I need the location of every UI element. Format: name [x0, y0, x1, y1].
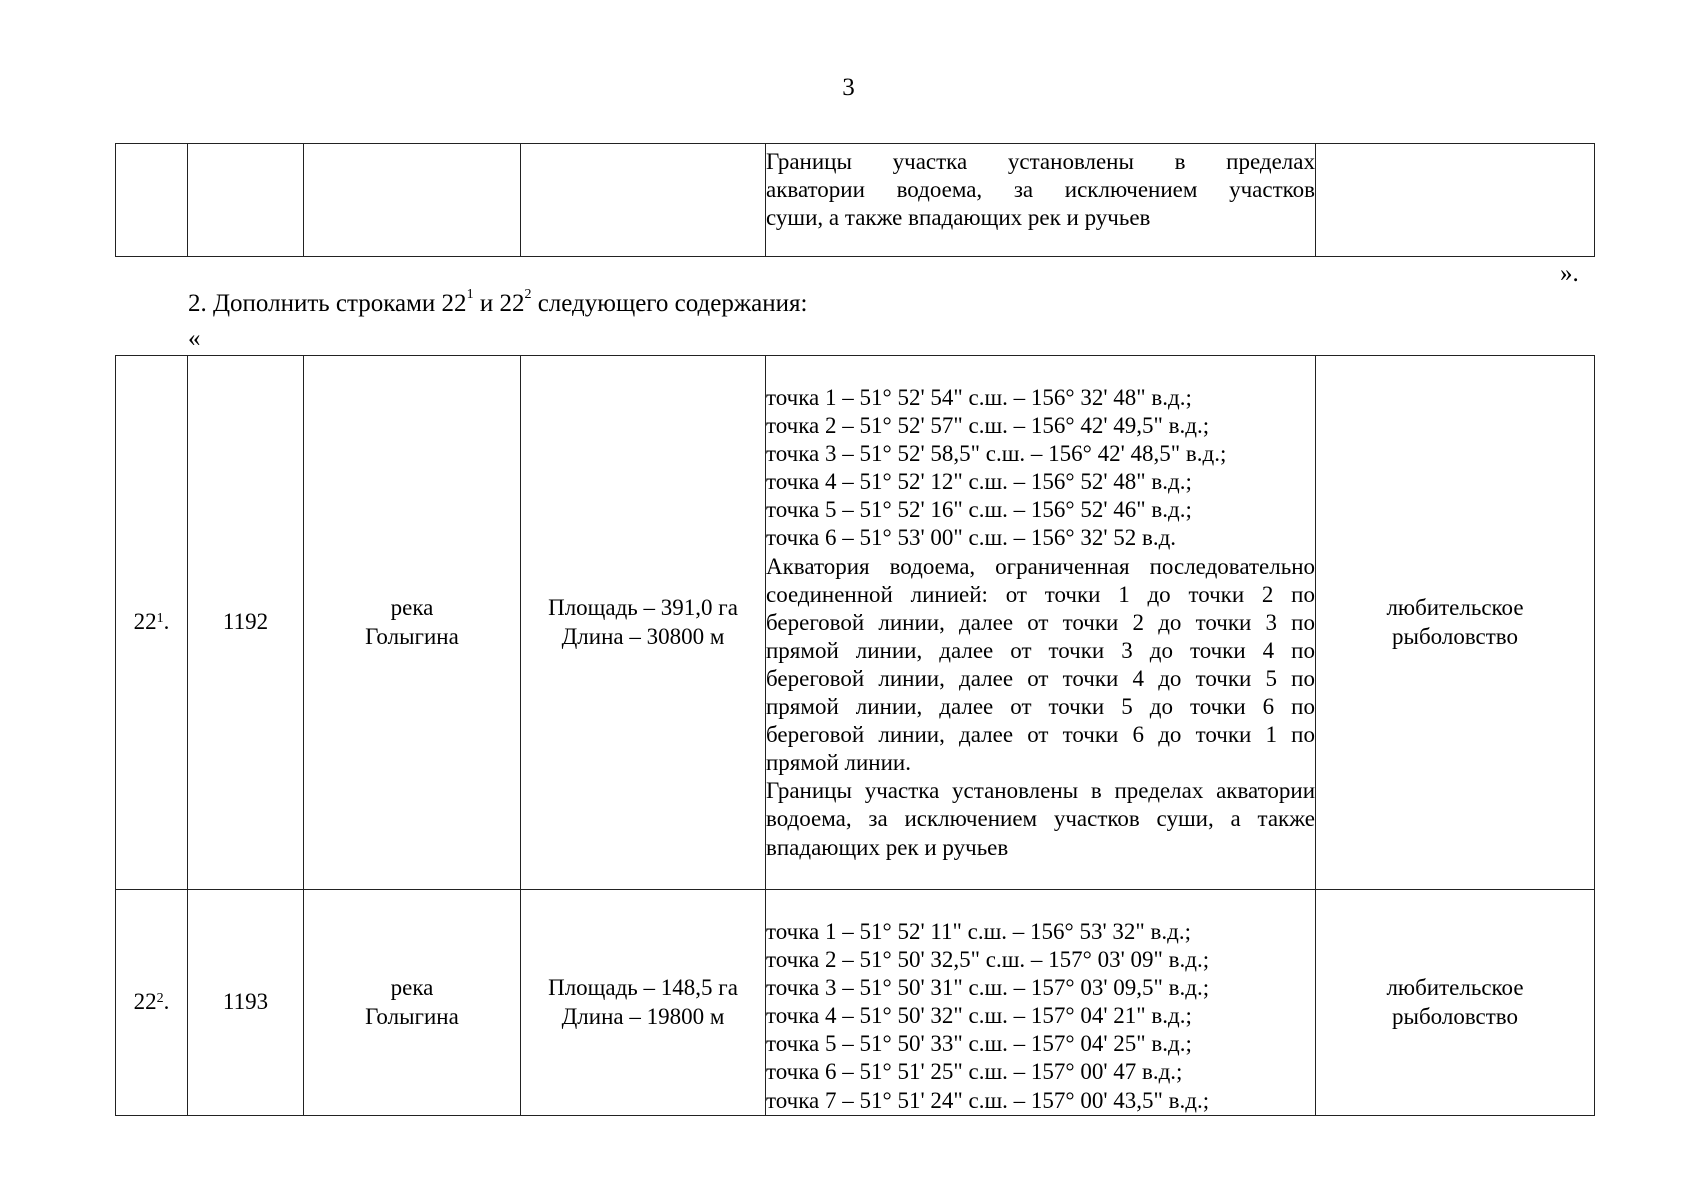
instruction-text: следующего содержания:: [531, 290, 808, 317]
point-line: точка 1 – 51° 52' 54" с.ш. – 156° 32' 48" в.д.;: [766, 385, 1192, 410]
closing-quote: ».: [1560, 260, 1579, 287]
instruction-text: 2. Дополнить строками 22: [188, 290, 467, 317]
size-line: Площадь – 148,5 га: [548, 975, 738, 1001]
cell-number: [116, 890, 188, 1116]
point-line: точка 2 – 51° 52' 57" с.ш. – 156° 42' 49,5" в.д.;: [766, 413, 1210, 439]
cell-boundary: [766, 890, 1316, 1116]
use-line: рыболовство: [1391, 623, 1519, 649]
boundary-line: суши, а также впадающих рек и ручьев: [766, 205, 1151, 231]
cell-id: [188, 144, 304, 257]
name-line: Голыгина: [365, 1003, 459, 1029]
cell-use: [1316, 356, 1595, 890]
point-line: точка 3 – 51° 50' 31" с.ш. – 157° 03' 09,5" в.д.;: [766, 975, 1210, 1001]
name-line: Голыгина: [365, 623, 459, 649]
cell-boundary: [766, 356, 1316, 890]
point-line: точка 1 – 51° 52' 11" с.ш. – 156° 53' 32" в.д.;: [766, 919, 1191, 944]
point-line: точка 6 – 51° 53' 00" с.ш. – 156° 32' 52 в.д.: [766, 525, 1177, 551]
point-line: точка 2 – 51° 50' 32,5" с.ш. – 157° 03' 09" в.д.;: [766, 947, 1210, 973]
cell-name: [304, 890, 521, 1116]
cell-number: [116, 144, 188, 257]
size-line: Площадь – 391,0 га: [548, 595, 738, 621]
use-line: любительское: [1386, 595, 1524, 621]
name-line: река: [390, 595, 434, 621]
cell-id: 1192: [188, 356, 304, 890]
superscript: 2: [156, 991, 164, 1007]
point-line: точка 5 – 51° 52' 16" с.ш. – 156° 52' 46" в.д.;: [766, 497, 1192, 523]
use-line: любительское: [1386, 975, 1524, 1001]
boundary-note: Границы участка установлены в пределах акватории водоема, за исключением участков суши, а также впадающих рек и ручьев: [766, 778, 1315, 860]
point-line: точка 4 – 51° 50' 32" с.ш. – 157° 04' 21" в.д.;: [766, 1003, 1192, 1029]
cell-number: [116, 356, 188, 890]
boundary-description: Акватория водоема, ограниченная последовательно соединенной линией: от точки 1 до точки 2 по береговой линии, далее от точки 2 до точки 3 по прямой линии, далее от точки 3 до точки 4 по береговой линии, далее от точки 4 до точки 5 по прямой линии, далее от точки 5 до точки 6 по береговой линии, далее от точки 6 до точки 1 по прямой линии.: [766, 553, 1315, 776]
top-table: [115, 143, 1595, 257]
name-line: река: [390, 975, 434, 1001]
row-number: 22: [133, 609, 157, 635]
boundary-line: акватории водоема, за исключением участков: [766, 177, 1315, 203]
cell-id: 1193: [188, 890, 304, 1116]
cell-size: [521, 356, 766, 890]
size-line: Длина – 19800 м: [561, 1003, 725, 1029]
point-line: точка 3 – 51° 52' 58,5" с.ш. – 156° 42' 48,5" в.д.;: [766, 441, 1227, 467]
cell-boundary: [766, 144, 1316, 257]
row-number-dot: .: [163, 989, 170, 1015]
size-line: Длина – 30800 м: [561, 623, 725, 649]
page-number: 3: [842, 74, 855, 101]
point-line: точка 5 – 51° 50' 33" с.ш. – 157° 04' 25" в.д.;: [766, 1031, 1192, 1057]
cell-size: [521, 144, 766, 257]
main-table: [115, 355, 1595, 1116]
cell-name: [304, 144, 521, 257]
cell-use: [1316, 144, 1595, 257]
superscript: 1: [156, 611, 164, 627]
boundary-line: Границы участка установлены в пределах: [766, 149, 1315, 174]
cell-use: [1316, 890, 1595, 1116]
cell-size: [521, 890, 766, 1116]
table-row: [116, 890, 1595, 1116]
use-line: рыболовство: [1391, 1003, 1519, 1029]
row-number: 22: [133, 989, 157, 1015]
point-line: точка 7 – 51° 51' 24" с.ш. – 157° 00' 43,5" в.д.;: [766, 1087, 1210, 1113]
instruction-text: и 22: [473, 290, 525, 317]
point-line: точка 6 – 51° 51' 25" с.ш. – 157° 00' 47 в.д.;: [766, 1059, 1183, 1085]
cell-name: [304, 356, 521, 890]
table-row: [116, 356, 1595, 890]
instruction-paragraph: [188, 287, 808, 318]
superscript: 2: [524, 287, 532, 302]
opening-quote: «: [188, 325, 201, 352]
row-number-dot: .: [163, 609, 170, 635]
superscript: 1: [466, 287, 474, 302]
table-row: [116, 144, 1595, 257]
point-line: точка 4 – 51° 52' 12" с.ш. – 156° 52' 48" в.д.;: [766, 469, 1192, 495]
